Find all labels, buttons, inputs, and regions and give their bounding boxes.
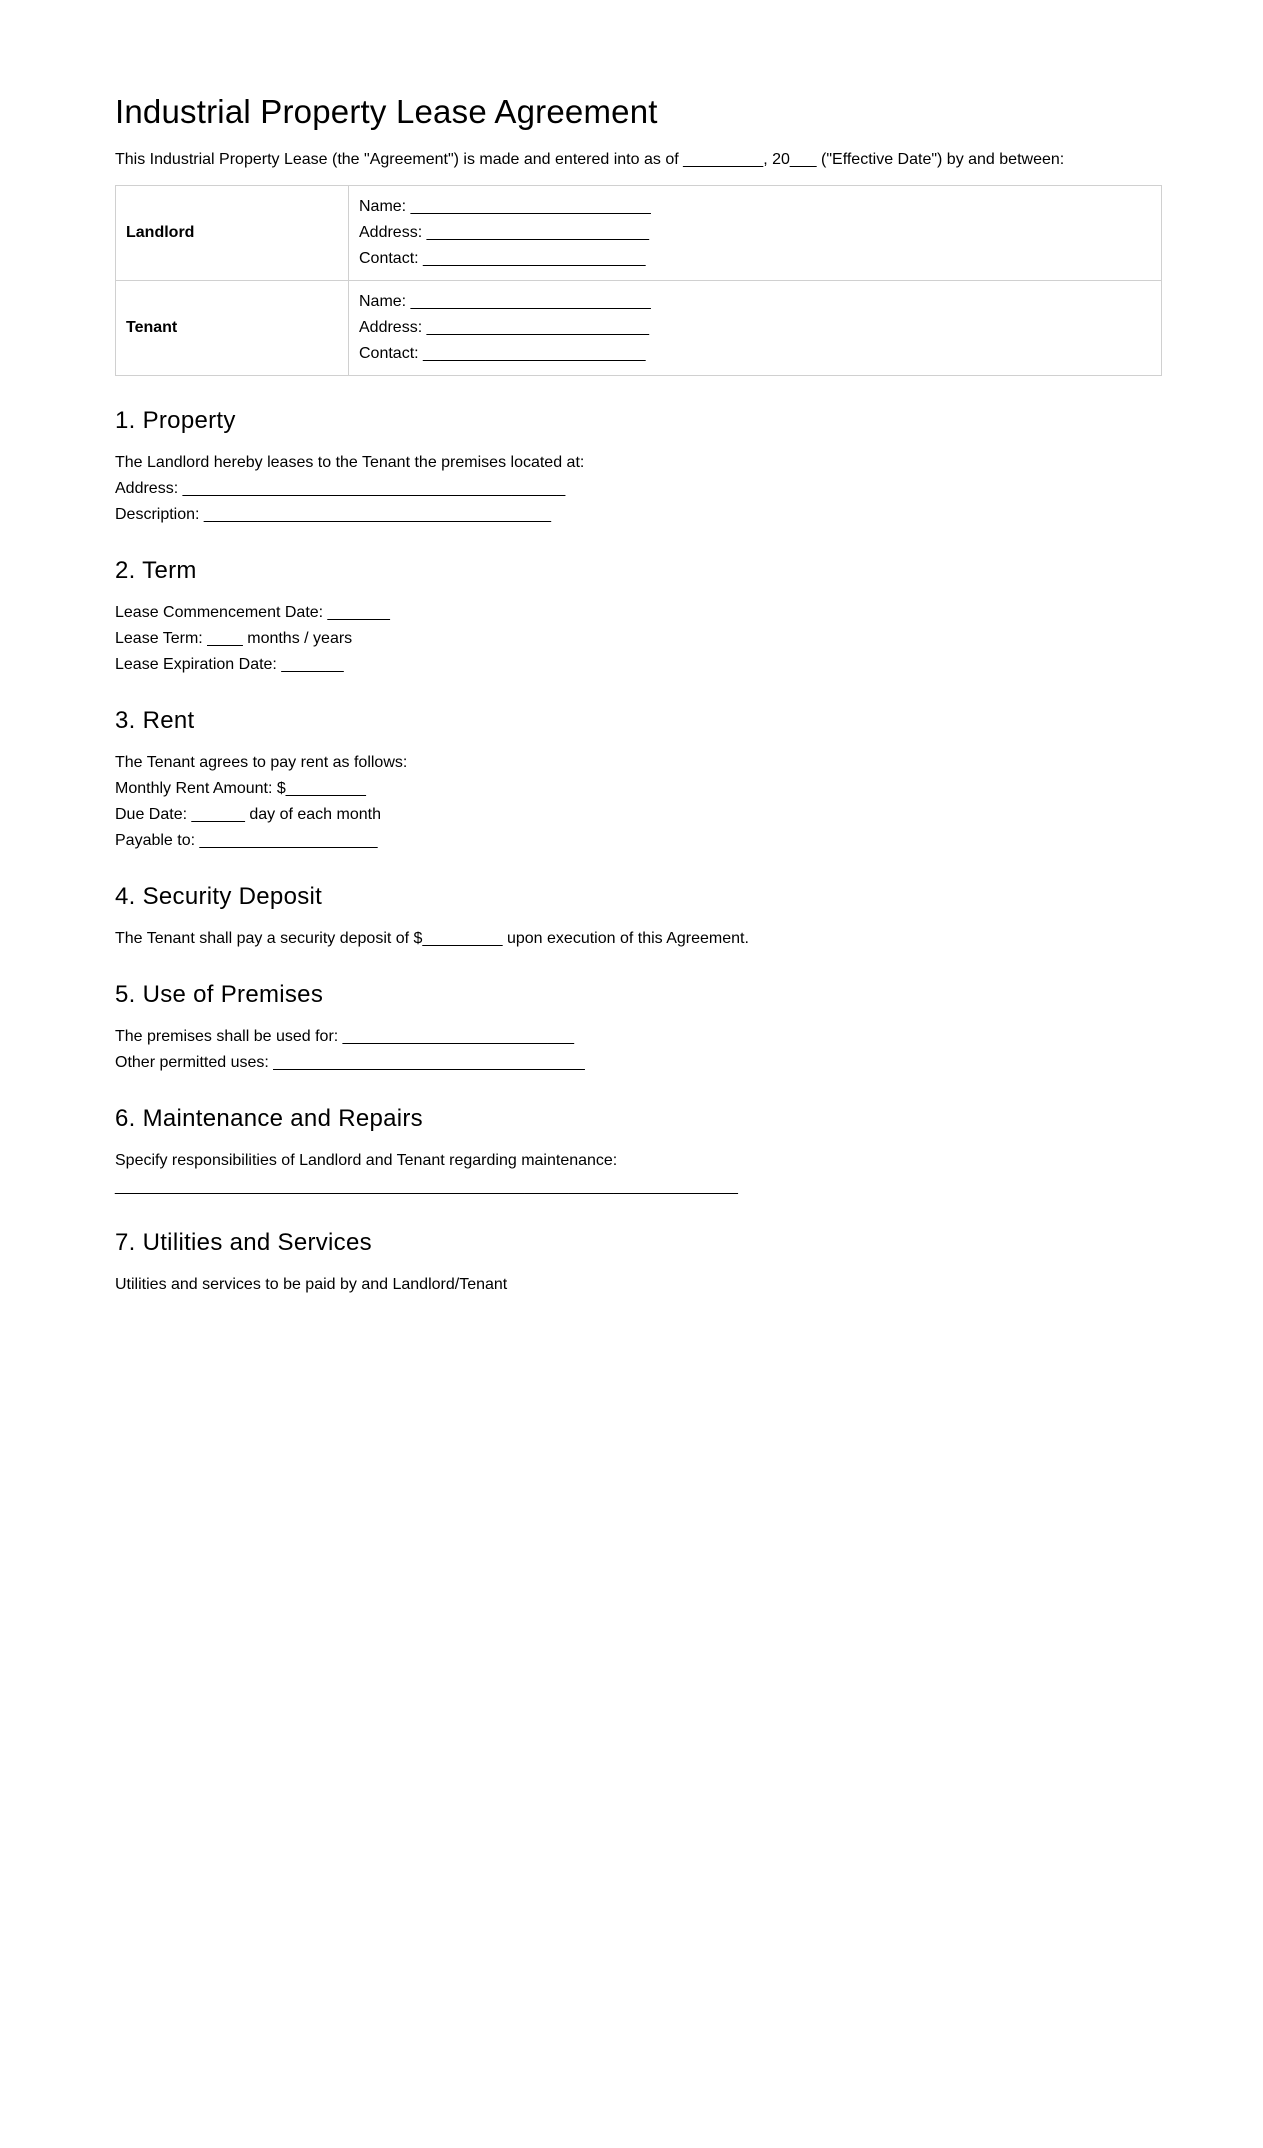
- landlord-address-field: Address: _________________________: [359, 224, 650, 241]
- payable-to-field: Payable to: ____________________: [115, 832, 378, 849]
- lease-term-field: Lease Term: ____ months / years: [115, 630, 353, 647]
- intro-paragraph: This Industrial Property Lease (the "Agreement") is made and entered into as of _________, 20___ ("Effective Date") by and between:: [115, 151, 1065, 168]
- party-details-tenant: [349, 281, 1162, 376]
- landlord-name-field: Name: ___________________________: [359, 198, 651, 215]
- tenant-contact-field: Contact: _________________________: [359, 345, 646, 362]
- party-label-landlord: Landlord: [116, 186, 349, 281]
- maintenance-field: ______________________________________________________________________: [115, 1178, 738, 1195]
- tenant-name-field: Name: ___________________________: [359, 293, 651, 310]
- section-security-deposit: [115, 882, 1162, 952]
- section-line: The Landlord hereby leases to the Tenant the premises located at:: [115, 454, 585, 471]
- section-body: [115, 450, 1162, 528]
- document-page: [115, 88, 1162, 1318]
- other-uses-field: Other permitted uses: ___________________________________: [115, 1054, 585, 1071]
- tenant-address-field: Address: _________________________: [359, 319, 650, 336]
- commencement-date-field: Lease Commencement Date: _______: [115, 604, 390, 621]
- section-heading: 1. Property: [115, 407, 236, 434]
- section-body: [115, 926, 1162, 952]
- property-address-field: Address: ___________________________________________: [115, 480, 566, 497]
- section-rent: [115, 706, 1162, 854]
- party-label-tenant: Tenant: [116, 281, 349, 376]
- section-term: [115, 556, 1162, 678]
- expiration-date-field: Lease Expiration Date: _______: [115, 656, 344, 673]
- parties-table: [115, 185, 1162, 376]
- use-field: The premises shall be used for: __________________________: [115, 1028, 575, 1045]
- document-title: Industrial Property Lease Agreement: [115, 93, 658, 130]
- security-deposit-field: The Tenant shall pay a security deposit of $_________ upon execution of this Agreement.: [115, 930, 749, 947]
- section-body: [115, 1272, 1162, 1298]
- party-row-tenant: [116, 281, 1162, 376]
- section-property: [115, 406, 1162, 528]
- section-heading: 3. Rent: [115, 707, 195, 734]
- landlord-contact-field: Contact: _________________________: [359, 250, 646, 267]
- property-description-field: Description: _______________________________________: [115, 506, 551, 523]
- utilities-field: Utilities and services to be paid by and Landlord/Tenant: [115, 1276, 508, 1293]
- monthly-rent-field: Monthly Rent Amount: $_________: [115, 780, 366, 797]
- section-use-of-premises: [115, 980, 1162, 1076]
- party-details-landlord: [349, 186, 1162, 281]
- section-heading: 5. Use of Premises: [115, 981, 324, 1008]
- section-heading: 6. Maintenance and Repairs: [115, 1105, 423, 1132]
- section-line: The Tenant agrees to pay rent as follows:: [115, 754, 408, 771]
- section-utilities: [115, 1228, 1162, 1298]
- section-line: Specify responsibilities of Landlord and Tenant regarding maintenance:: [115, 1152, 618, 1169]
- section-heading: 4. Security Deposit: [115, 883, 323, 910]
- section-heading: 7. Utilities and Services: [115, 1229, 372, 1256]
- party-row-landlord: [116, 186, 1162, 281]
- section-maintenance: [115, 1104, 1162, 1200]
- section-body: [115, 750, 1162, 854]
- due-date-field: Due Date: ______ day of each month: [115, 806, 381, 823]
- section-heading: 2. Term: [115, 557, 197, 584]
- section-body: [115, 1148, 1162, 1200]
- section-body: [115, 600, 1162, 678]
- section-body: [115, 1024, 1162, 1076]
